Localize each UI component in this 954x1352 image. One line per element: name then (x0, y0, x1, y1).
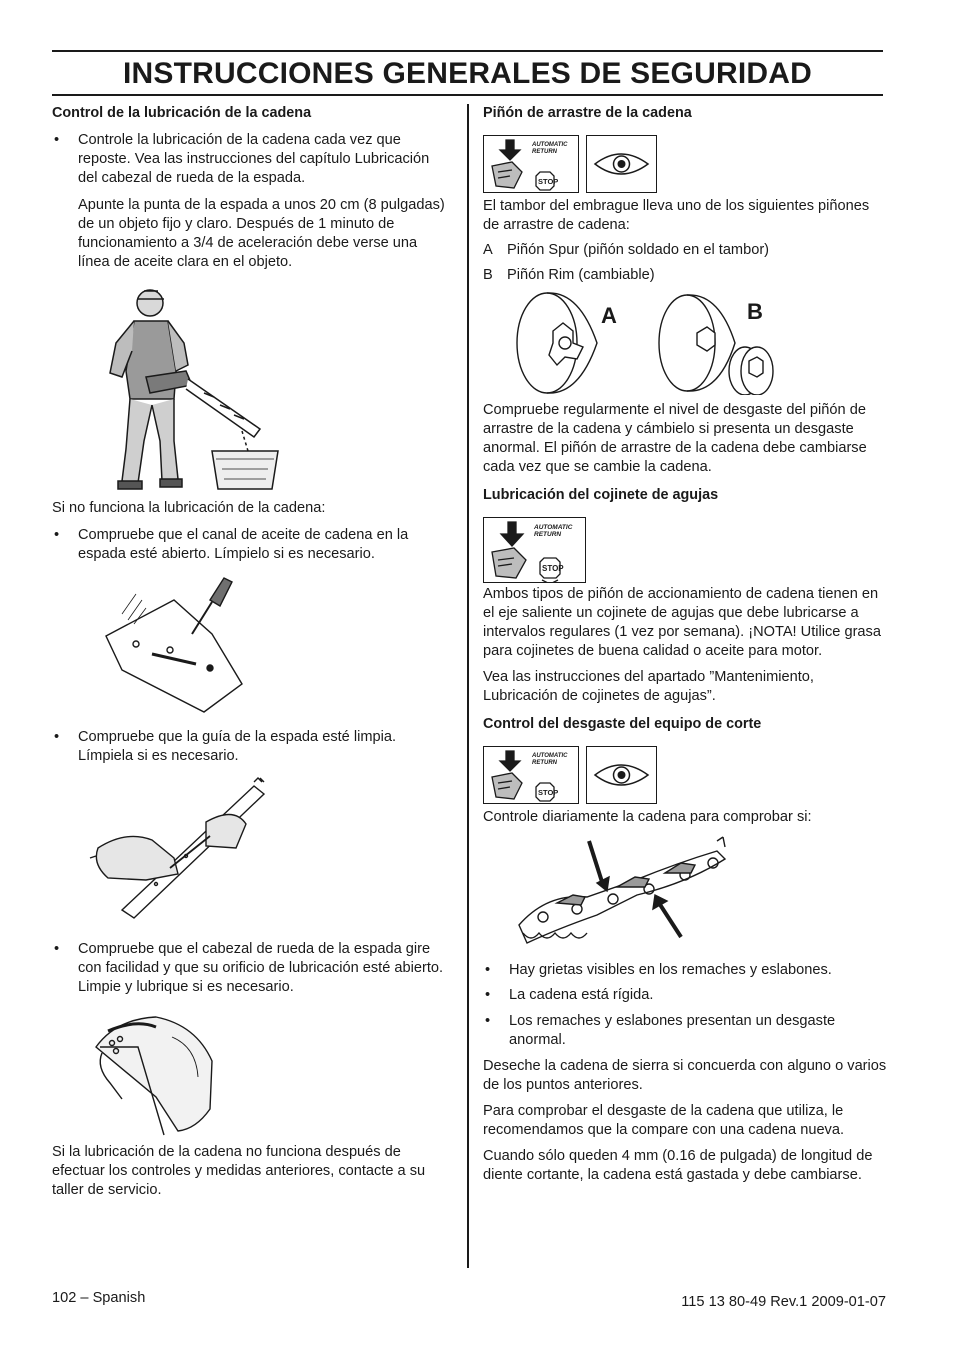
figure-label-a: A (601, 303, 617, 328)
figure-label-b: B (747, 299, 763, 324)
bar-groove-cleaning-illustration (86, 776, 296, 926)
symbol-row (483, 135, 888, 193)
eye-inspection-icon (586, 135, 657, 193)
automatic-label: AUTOMATIC (534, 524, 573, 531)
paragraph: Deseche la cadena de sierra si concuerda con alguno o varios de los puntos anteriores. (483, 1058, 887, 1093)
paragraph: Ambos tipos de piñón de accionamiento de cadena tienen en el eje saliente un cojinete de agujas que debe lubricarse a intervalos regulares (1 vez por semana). ¡NOTA! Utilice grasa para cojinetes de buena calidad o aceite para motor. (483, 586, 881, 659)
symbol-row (483, 517, 888, 583)
chain-brake-stop-icon (483, 135, 579, 193)
bullet-item: • Controle la lubricación de la cadena cada vez que reposte. Vea las instrucciones del capítulo Lubricación del cabezal de rueda de la espada. (52, 131, 452, 188)
paragraph: Apunte la punta de la espada a unos 20 cm (8 pulgadas) de un objeto fijo y claro. Después de 1 minuto de funcionamiento a 3/4 de aceleración debe verse una línea de aceite clara en el objeto. (78, 197, 445, 270)
bullet-text: Compruebe que el canal de aceite de cadena en la espada esté abierto. Límpielo si es necesario. (78, 527, 409, 562)
check-item: • Los remaches y eslabones presentan un desgaste anormal. (485, 1013, 836, 1048)
page-title: INSTRUCCIONES GENERALES DE SEGURIDAD (123, 57, 812, 90)
column-divider (467, 104, 469, 1268)
option-a: A Piñón Spur (piñón soldado en el tambor) (483, 242, 770, 258)
page-number: 102 – Spanish (52, 1290, 146, 1306)
paragraph: El tambor del embrague lleva uno de los siguientes piñones de arrastre de cadena: (483, 198, 870, 233)
paragraph: Si no funciona la lubricación de la cadena: (52, 500, 326, 516)
bullet-item: • Compruebe que el canal de aceite de cadena en la espada esté abierto. Límpielo si es necesario. (52, 526, 452, 564)
symbol-row (483, 746, 888, 804)
operator-chainsaw-illustration (82, 281, 282, 497)
automatic-label: AUTOMATIC (532, 142, 568, 148)
automatic-label: AUTOMATIC (532, 753, 568, 759)
bullet-item: • Compruebe que la guía de la espada esté limpia. Límpiela si es necesario. (52, 728, 452, 766)
stop-label: STOP (538, 177, 559, 186)
section-heading-cutting-equipment-wear: Control del desgaste del equipo de corte (483, 716, 762, 732)
return-label: RETURN (532, 760, 557, 766)
return-label: RETURN (534, 531, 562, 538)
check-item: • Hay grietas visibles en los remaches y eslabones. (485, 962, 832, 978)
section-heading-needle-bearing: Lubricación del cojinete de agujas (483, 487, 719, 503)
paragraph: Cuando sólo queden 4 mm (0.16 de pulgada) de longitud de diente cortante, la cadena está gastada y debe cambiarse. (483, 1148, 873, 1183)
bar-oil-channel-illustration (92, 574, 282, 714)
paragraph: Vea las instrucciones del apartado ”Mantenimiento, Lubricación de cojinetes de agujas”. (483, 669, 814, 704)
paragraph: Compruebe regularmente el nivel de desgaste del piñón de arrastre de la cadena y cámbielo si presenta un desgaste anormal. El piñón de arrastre de la cadena debe cambiarse cada vez que se cambie la cadena. (483, 402, 867, 475)
check-item: • La cadena está rígida. (485, 987, 654, 1003)
eye-inspection-icon (586, 746, 657, 804)
right-column (483, 104, 888, 1185)
bullet-item: • Compruebe que el cabezal de rueda de la espada gire con facilidad y que su orificio de lubricación esté abierto. Limpie y lubrique si es necesario. (52, 940, 452, 997)
left-column (52, 104, 452, 1200)
chain-brake-stop-icon (483, 517, 586, 583)
paragraph: Controle diariamente la cadena para comprobar si: (483, 809, 812, 825)
option-b: B Piñón Rim (cambiable) (483, 267, 655, 283)
section-heading-chain-lubrication: Control de la lubricación de la cadena (52, 105, 312, 121)
stop-label: STOP (542, 564, 564, 573)
bullet-text: Compruebe que el cabezal de rueda de la espada gire con facilidad y que su orificio de lubricación esté abierto. Limpie y lubrique si es necesario. (78, 941, 444, 995)
return-label: RETURN (532, 149, 557, 155)
bar-nose-sprocket-illustration (86, 1007, 226, 1137)
chain-brake-stop-icon (483, 746, 579, 804)
section-heading-drive-sprocket: Piñón de arrastre de la cadena (483, 105, 692, 121)
top-rule (52, 50, 883, 52)
document-reference: 115 13 80-49 Rev.1 2009-01-07 (681, 1294, 886, 1310)
paragraph: Si la lubricación de la cadena no funciona después de efectuar los controles y medidas anteriores, contacte a su taller de servicio. (52, 1144, 426, 1198)
paragraph: Para comprobar el desgaste de la cadena que utiliza, le recomendamos que la compare con una cadena nueva. (483, 1103, 845, 1138)
bullet-text: Compruebe que la guía de la espada esté limpia. Límpiela si es necesario. (78, 729, 397, 764)
stop-label: STOP (538, 788, 559, 797)
saw-chain-wear-illustration (517, 833, 737, 953)
sprocket-types-illustration (513, 291, 813, 395)
title-underline (52, 94, 883, 96)
bullet-text: Controle la lubricación de la cadena cada vez que reposte. Vea las instrucciones del capítulo Lubricación del cabezal de rueda de la espada. (78, 132, 430, 186)
